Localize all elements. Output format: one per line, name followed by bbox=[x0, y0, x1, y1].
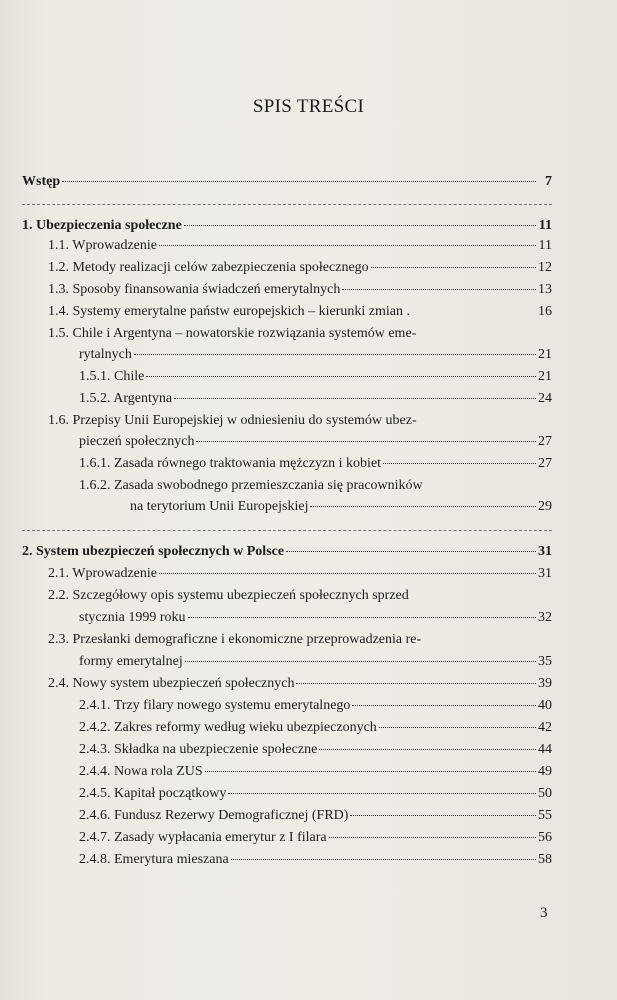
toc-label: Przesłanki demograficzne i ekonomiczne przeprowadzenia re- bbox=[72, 632, 422, 647]
toc-entry-2-1[interactable] bbox=[48, 566, 552, 582]
dot-leader bbox=[286, 551, 536, 552]
toc-label: Zakres reformy według wieku ubezpieczonych bbox=[114, 720, 377, 735]
section-number: 1.6.1. bbox=[79, 456, 111, 471]
dot-leader bbox=[379, 727, 536, 728]
toc-label: Metody realizacji celów zabezpieczenia społecznego bbox=[72, 260, 369, 275]
toc-page-number: 27 bbox=[538, 434, 552, 449]
toc-entry-2-4-4[interactable] bbox=[79, 764, 552, 780]
toc-label: Emerytura mieszana bbox=[114, 852, 229, 867]
section-number: 1.5. bbox=[48, 326, 69, 341]
toc-label: Trzy filary nowego systemu emerytalnego bbox=[113, 698, 351, 713]
toc-label: Fundusz Rezerwy Demograficznej (FRD) bbox=[114, 808, 349, 823]
toc-page-number: 31 bbox=[538, 544, 552, 559]
toc-page-number: 58 bbox=[538, 852, 552, 867]
section-number: 1.5.1. bbox=[79, 369, 111, 384]
dot-leader bbox=[228, 793, 536, 794]
toc-entry-2-4-2[interactable] bbox=[79, 720, 552, 736]
toc-page-number: 55 bbox=[538, 808, 552, 823]
toc-label: Kapitał początkowy bbox=[114, 786, 227, 801]
toc-entry-1-2[interactable] bbox=[48, 260, 552, 276]
section-number: 1.4. bbox=[48, 304, 69, 319]
toc-entry-2-4-5[interactable] bbox=[79, 786, 552, 802]
toc-entry-1-6-2[interactable] bbox=[130, 499, 552, 515]
section-number: 2.4.6. bbox=[79, 808, 111, 823]
dot-leader bbox=[185, 661, 536, 662]
toc-entry-1-4[interactable] bbox=[48, 304, 552, 320]
toc-entry-2-4-8[interactable] bbox=[79, 852, 552, 868]
dot-leader bbox=[310, 506, 536, 507]
toc-entry-1-5-2[interactable] bbox=[79, 391, 552, 407]
section-number: 2.4.3. bbox=[79, 742, 111, 757]
toc-entry-2-4-6[interactable] bbox=[79, 808, 552, 824]
toc-entry-1-3[interactable] bbox=[48, 282, 552, 298]
toc-page-number: 11 bbox=[538, 218, 552, 233]
toc-entry-2-3[interactable] bbox=[79, 654, 552, 670]
toc-page-number: 16 bbox=[538, 304, 552, 319]
dot-leader bbox=[62, 181, 536, 182]
dot-leader bbox=[342, 289, 536, 290]
dot-leader bbox=[231, 859, 536, 860]
toc-entry-chapter-1[interactable] bbox=[22, 218, 552, 234]
toc-entry-intro[interactable] bbox=[22, 174, 552, 190]
dot-leader bbox=[383, 463, 536, 464]
toc-label: Zasada równego traktowania mężczyzn i kobiet bbox=[114, 456, 382, 471]
toc-entry-chapter-2[interactable] bbox=[22, 544, 552, 560]
section-number: 1.1. bbox=[48, 238, 69, 253]
toc-label-continued: pieczeń społecznych bbox=[79, 434, 195, 449]
section-number: 2.4.2. bbox=[79, 720, 111, 735]
dot-leader bbox=[319, 749, 536, 750]
toc-page-number: 7 bbox=[545, 174, 552, 189]
dot-leader bbox=[159, 573, 536, 574]
toc-page-number: 40 bbox=[538, 698, 552, 713]
toc-label: Nowy system ubezpieczeń społecznych bbox=[72, 676, 295, 691]
section-number: 2.4.4. bbox=[79, 764, 111, 779]
section-number: 1.2. bbox=[48, 260, 69, 275]
section-number: 1.3. bbox=[48, 282, 69, 297]
toc-page-number: 50 bbox=[538, 786, 552, 801]
toc-label: 1. Ubezpieczenia społeczne bbox=[22, 218, 182, 233]
toc-label: Nowa rola ZUS bbox=[114, 764, 203, 779]
toc-page-number: 42 bbox=[538, 720, 552, 735]
dot-leader bbox=[352, 705, 536, 706]
toc-entry-2-3-line1[interactable] bbox=[48, 632, 421, 648]
dot-leader bbox=[146, 376, 536, 377]
toc-entry-1-6-2-line1[interactable] bbox=[79, 478, 423, 494]
dot-leader bbox=[134, 354, 536, 355]
toc-entry-1-5-1[interactable] bbox=[79, 369, 552, 385]
toc-label-continued: rytalnych bbox=[79, 347, 132, 362]
toc-label: Systemy emerytalne państw europejskich – kierunki zmian . bbox=[72, 304, 410, 319]
page-number: 3 bbox=[540, 905, 548, 921]
toc-label: Przepisy Unii Europejskiej w odniesieniu do systemów ubez- bbox=[72, 413, 417, 428]
toc-entry-2-2-line1[interactable] bbox=[48, 588, 409, 604]
section-number: 2.4. bbox=[48, 676, 69, 691]
section-number: 1.5.2. bbox=[79, 391, 111, 406]
toc-entry-2-4-7[interactable] bbox=[79, 830, 552, 846]
toc-label-continued: formy emerytalnej bbox=[79, 654, 183, 669]
toc-label: Wprowadzenie bbox=[72, 566, 157, 581]
section-number: 2.4.7. bbox=[79, 830, 111, 845]
toc-entry-2-4[interactable] bbox=[48, 676, 552, 692]
section-divider bbox=[22, 204, 552, 205]
toc-page-number: 49 bbox=[538, 764, 552, 779]
dot-leader bbox=[196, 441, 536, 442]
dot-leader bbox=[184, 225, 536, 226]
dot-leader bbox=[296, 683, 536, 684]
section-number: 2.4.1. bbox=[79, 698, 111, 713]
toc-label: Składka na ubezpieczenie społeczne bbox=[114, 742, 318, 757]
toc-entry-1-5[interactable] bbox=[79, 347, 552, 363]
dot-leader bbox=[205, 771, 536, 772]
dot-leader bbox=[188, 617, 536, 618]
toc-page-number: 11 bbox=[538, 238, 552, 253]
toc-entry-1-5-line1[interactable] bbox=[48, 326, 416, 342]
toc-page-number: 12 bbox=[538, 260, 552, 275]
toc-entry-2-2[interactable] bbox=[79, 610, 552, 626]
toc-label: Zasada swobodnego przemieszczania się pracowników bbox=[114, 478, 423, 493]
toc-entry-2-4-1[interactable] bbox=[79, 698, 552, 714]
toc-entry-1-1[interactable] bbox=[48, 238, 552, 254]
toc-page-number: 32 bbox=[538, 610, 552, 625]
toc-entry-1-6[interactable] bbox=[79, 434, 552, 450]
toc-label: Sposoby finansowania świadczeń emerytalnych bbox=[72, 282, 341, 297]
toc-page-number: 35 bbox=[538, 654, 552, 669]
toc-label-continued: stycznia 1999 roku bbox=[79, 610, 186, 625]
toc-entry-1-6-line1[interactable] bbox=[48, 413, 417, 429]
section-number: 2.3. bbox=[48, 632, 69, 647]
dot-leader bbox=[350, 815, 536, 816]
toc-page-number: 13 bbox=[538, 282, 552, 297]
toc-label: Argentyna bbox=[113, 391, 173, 406]
toc-page-number: 44 bbox=[538, 742, 552, 757]
section-divider bbox=[22, 530, 552, 531]
toc-label: 2. System ubezpieczeń społecznych w Polsce bbox=[22, 544, 285, 559]
toc-entry-1-6-1[interactable] bbox=[79, 456, 552, 472]
section-number: 2.1. bbox=[48, 566, 69, 581]
section-number: 1.6. bbox=[48, 413, 69, 428]
section-number: 2.4.5. bbox=[79, 786, 111, 801]
toc-page-number: 39 bbox=[538, 676, 552, 691]
toc-page-number: 24 bbox=[538, 391, 552, 406]
dot-leader bbox=[159, 245, 536, 246]
dot-leader bbox=[174, 398, 536, 399]
toc-page-number: 56 bbox=[538, 830, 552, 845]
toc-label: Chile i Argentyna – nowatorskie rozwiązania systemów eme- bbox=[72, 326, 417, 341]
section-number: 2.2. bbox=[48, 588, 69, 603]
toc-page-number: 27 bbox=[538, 456, 552, 471]
toc-entry-2-4-3[interactable] bbox=[79, 742, 552, 758]
toc-label: Chile bbox=[114, 369, 145, 384]
toc-label-continued: na terytorium Unii Europejskiej bbox=[130, 499, 309, 514]
dot-leader bbox=[371, 267, 536, 268]
section-number: 2.4.8. bbox=[79, 852, 111, 867]
toc-page-number: 31 bbox=[538, 566, 552, 581]
dot-leader bbox=[329, 837, 536, 838]
toc-page-number: 21 bbox=[538, 369, 552, 384]
toc-label: Wprowadzenie bbox=[72, 238, 157, 253]
toc-label: Szczegółowy opis systemu ubezpieczeń społecznych sprzed bbox=[72, 588, 409, 603]
toc-label: Zasady wypłacania emerytur z I filara bbox=[114, 830, 327, 845]
section-number: 1.6.2. bbox=[79, 478, 111, 493]
page-title: SPIS TREŚCI bbox=[252, 96, 365, 117]
toc-page-number: 21 bbox=[538, 347, 552, 362]
toc-page-number: 29 bbox=[538, 499, 552, 514]
toc-label: Wstęp bbox=[22, 174, 61, 189]
